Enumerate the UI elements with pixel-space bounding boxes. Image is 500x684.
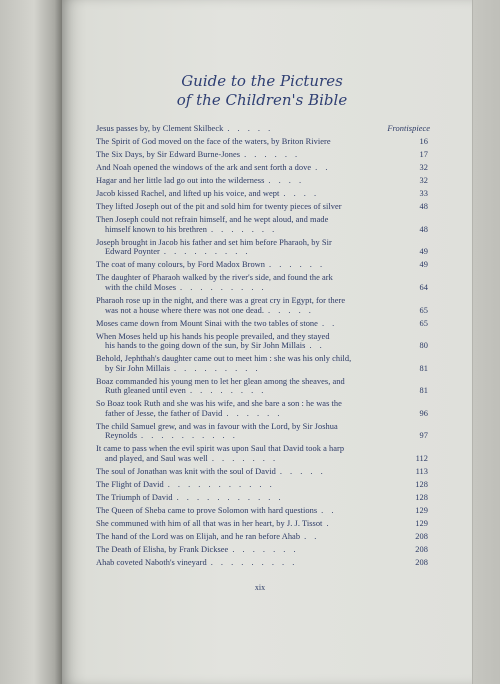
entry-page-number: 16 <box>419 137 428 147</box>
list-item <box>96 150 428 160</box>
leader-dots: . . . . . . . <box>232 545 299 555</box>
entry-title: The Flight of David <box>96 479 164 489</box>
entry-title-continued <box>96 247 398 257</box>
entry-title-continued <box>96 386 398 396</box>
entry-page-number: 49 <box>419 260 428 270</box>
entry-title: The child Samuel grew, and was in favour with the Lord, by Sir Joshua <box>96 421 338 431</box>
entry-title: The Queen of Sheba came to prove Solomon with hard questions <box>96 506 318 516</box>
leader-dots: . <box>326 519 332 529</box>
entry-title: Moses came down from Mount Sinai with the two tables of stone <box>96 318 318 328</box>
entry-title-continued <box>96 364 398 374</box>
entry-title: Ahab coveted Naboth's vineyard <box>96 558 207 568</box>
leader-dots: . . . . . . . . <box>189 386 267 396</box>
entry-title-continued <box>96 283 398 293</box>
list-item <box>96 422 428 441</box>
entry-continuation-text: Reynolds <box>105 431 138 441</box>
leader-dots: . . <box>321 318 338 328</box>
leader-dots: . . . . . . <box>226 408 283 418</box>
list-item <box>96 124 428 134</box>
entry-continuation-text: father of Jesse, the father of David <box>105 408 223 418</box>
entry-page-number: 208 <box>415 532 428 542</box>
list-item <box>96 480 428 490</box>
entry-page-number: 96 <box>419 408 428 418</box>
entry-title: Joseph brought in Jacob his father and set him before Pharaoh, by Sir <box>96 237 332 247</box>
entry-title: The daughter of Pharaoh walked by the river's side, and found the ark <box>96 273 333 283</box>
leader-dots: . . . . . <box>268 305 314 315</box>
entry-title: The hand of the Lord was on Elijah, and he ran before Ahab <box>96 532 301 542</box>
entry-page-number: 113 <box>415 466 428 476</box>
entry-page-number: 112 <box>415 453 428 463</box>
entry-page-number: 32 <box>419 163 428 173</box>
list-item <box>96 189 428 199</box>
leader-dots: . . <box>304 532 320 542</box>
entry-title: Hagar and her little lad go out into the wilderness <box>96 176 265 186</box>
list-item <box>96 506 428 516</box>
entry-title: The Death of Elisha, by Frank Dicksee <box>96 545 229 555</box>
leader-dots: . . . . . . . . . <box>210 558 298 568</box>
entry-title: Then Joseph could not refrain himself, and he wept aloud, and made <box>96 215 329 225</box>
leader-dots: . . . . . . . . . . <box>141 431 238 441</box>
entry-page-number: 128 <box>415 479 428 489</box>
list-item <box>96 296 428 315</box>
entry-page-number: 129 <box>415 506 428 516</box>
entry-page-number: 81 <box>419 363 428 373</box>
entry-title: The soul of Jonathan was knit with the soul of David <box>96 466 276 476</box>
list-item <box>96 319 428 329</box>
entry-page-number: 17 <box>419 150 428 160</box>
entry-title: She communed with him of all that was in her heart, by J. J. Tissot <box>96 519 323 529</box>
entry-page-number: 33 <box>419 189 428 199</box>
leader-dots: . . . . . . . . . <box>173 363 261 373</box>
leader-dots: . . . . . . . <box>210 224 278 234</box>
entry-page-number: Frontispiece <box>387 124 430 133</box>
list-item <box>96 137 428 147</box>
entry-continuation-text: Edward Poynter <box>105 247 160 257</box>
leader-dots: . . . . . . <box>269 260 326 270</box>
list-item <box>96 163 428 173</box>
entry-page-number: 128 <box>415 492 428 502</box>
entry-page-number: 80 <box>419 341 428 351</box>
leader-dots: . . . . <box>283 189 320 199</box>
list-item <box>96 444 428 463</box>
leader-dots: . . . . . . . . . <box>180 282 267 292</box>
entry-title: Behold, Jephthah's daughter came out to meet him : she was his only child, <box>96 354 352 364</box>
entry-page-number: 48 <box>419 224 428 234</box>
entry-title: Boaz commanded his young men to let her glean among the sheaves, and <box>96 376 345 386</box>
leader-dots: . . <box>309 341 325 351</box>
list-item <box>96 273 428 292</box>
picture-list <box>96 124 428 571</box>
list-item <box>96 519 428 529</box>
list-item <box>96 399 428 418</box>
entry-title-continued <box>96 454 398 464</box>
entry-continuation-text: with the child Moses <box>105 282 177 292</box>
entry-title-continued <box>96 409 398 419</box>
entry-title-continued <box>96 341 398 351</box>
list-item <box>96 176 428 186</box>
list-item <box>96 532 428 542</box>
entry-page-number: 129 <box>415 519 428 529</box>
entry-page-number: 208 <box>415 545 428 555</box>
leader-dots: . . . . . <box>279 466 326 476</box>
list-item <box>96 467 428 477</box>
entry-title-continued <box>96 306 398 316</box>
list-item <box>96 545 428 555</box>
title-line-1: Guide to the Pictures <box>181 72 343 90</box>
entry-title: When Moses held up his hands his people prevailed, and they stayed <box>96 331 330 341</box>
entry-page-number: 208 <box>415 558 428 568</box>
list-item <box>96 558 428 568</box>
entry-page-number: 97 <box>419 431 428 441</box>
leader-dots: . . <box>321 506 337 516</box>
entry-continuation-text: and played, and Saul was well <box>105 453 208 463</box>
list-item <box>96 202 428 212</box>
book-spine <box>0 0 62 684</box>
entry-title: And Noah opened the windows of the ark and sent forth a dove <box>96 163 312 173</box>
entry-continuation-text: himself known to his brethren <box>105 224 207 234</box>
entry-title: Jesus passes by, by Clement Skilbeck <box>96 124 224 133</box>
list-item <box>96 260 428 270</box>
leader-dots: . . . . . . . . . <box>163 247 251 257</box>
entry-page-number: 48 <box>419 202 428 212</box>
entry-title: The Spirit of God moved on the face of the waters, by Briton Riviere <box>96 137 331 147</box>
entry-continuation-text: Ruth gleaned until even <box>105 386 186 396</box>
entry-title: It came to pass when the evil spirit was upon Saul that David took a harp <box>96 444 345 454</box>
entry-title: The Triumph of David <box>96 492 173 502</box>
entry-title: The Six Days, by Sir Edward Burne-Jones <box>96 150 241 160</box>
entry-title-continued <box>96 225 398 235</box>
leader-dots: . . . . . . . <box>211 453 279 463</box>
leader-dots: . . . . . <box>227 124 274 133</box>
entry-title: They lifted Joseph out of the pit and sold him for twenty pieces of silver <box>96 202 342 212</box>
entry-continuation-text: was not a house where there was not one dead. <box>105 305 264 315</box>
title-line-2: of the Children's Bible <box>176 91 348 109</box>
entry-page-number: 65 <box>419 318 428 328</box>
list-item <box>96 332 428 351</box>
entry-page-number: 49 <box>419 247 428 257</box>
list-item <box>96 215 428 234</box>
entry-title-continued <box>96 431 398 441</box>
entry-page-number: 65 <box>419 305 428 315</box>
entry-page-number: 32 <box>419 176 428 186</box>
entry-title: The coat of many colours, by Ford Madox Brown <box>96 260 266 270</box>
leader-dots: . . . . . . <box>244 150 301 160</box>
entry-title: So Boaz took Ruth and she was his wife, and she bare a son : he was the <box>96 399 342 409</box>
entry-title: Pharaoh rose up in the night, and there was a great cry in Egypt, for there <box>96 296 346 306</box>
page-folio: xix <box>254 583 266 592</box>
leader-dots: . . . . . . . . . . . <box>167 479 275 489</box>
leader-dots: . . <box>315 163 331 173</box>
list-item <box>96 238 428 257</box>
entry-continuation-text: by Sir John Millais <box>105 363 170 373</box>
entry-title: Jacob kissed Rachel, and lifted up his voice, and wept <box>96 189 280 199</box>
entry-continuation-text: his hands to the going down of the sun, by Sir John Millais <box>105 341 306 351</box>
entry-page-number: 64 <box>419 282 428 292</box>
entry-page-number: 81 <box>419 386 428 396</box>
list-item <box>96 354 428 373</box>
leader-dots: . . . . <box>268 176 305 186</box>
list-item <box>96 377 428 396</box>
page-title <box>112 72 412 110</box>
leader-dots: . . . . . . . . . . . <box>176 492 284 502</box>
list-item <box>96 493 428 503</box>
